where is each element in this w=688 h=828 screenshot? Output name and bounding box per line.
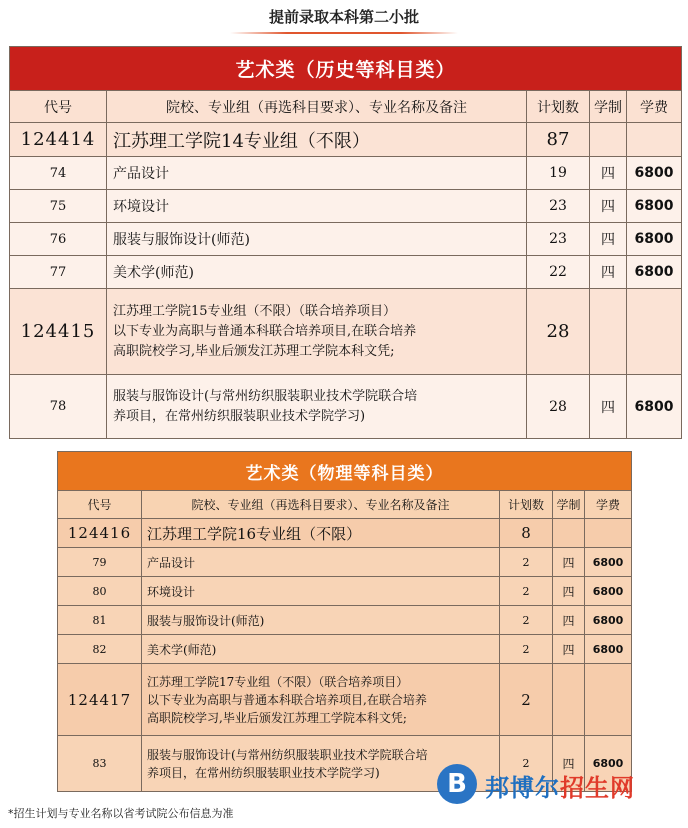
group-plan: 87 bbox=[527, 123, 590, 157]
major-plan: 2 bbox=[500, 606, 553, 635]
major-years: 四 bbox=[590, 375, 627, 439]
major-years: 四 bbox=[553, 606, 585, 635]
group-plan: 2 bbox=[500, 664, 553, 736]
table-banner: 艺术类（物理等科目类） bbox=[58, 452, 632, 491]
header-plan: 计划数 bbox=[500, 491, 553, 519]
major-years: 四 bbox=[590, 157, 627, 190]
table-row bbox=[10, 223, 682, 256]
physics-art-table bbox=[57, 451, 632, 792]
major-name: 美术学(师范) bbox=[107, 256, 527, 289]
table-row bbox=[10, 157, 682, 190]
major-plan: 2 bbox=[500, 577, 553, 606]
group-plan: 28 bbox=[527, 289, 590, 375]
group-line: 高职院校学习,毕业后颁发江苏理工学院本科文凭; bbox=[113, 343, 395, 359]
header-name: 院校、专业组（再选科目要求）、专业名称及备注 bbox=[142, 491, 500, 519]
group-description bbox=[142, 664, 500, 736]
major-years: 四 bbox=[553, 548, 585, 577]
logo-text-part1: 邦博尔 bbox=[485, 774, 560, 802]
major-name: 环境设计 bbox=[142, 577, 500, 606]
watermark-logo bbox=[437, 764, 677, 808]
major-plan: 22 bbox=[527, 256, 590, 289]
group-line: 以下专业为高职与普通本科联合培养项目,在联合培养 bbox=[147, 692, 427, 707]
major-name bbox=[107, 375, 527, 439]
major-code: 74 bbox=[10, 157, 107, 190]
title-underline bbox=[230, 32, 458, 34]
major-code: 81 bbox=[58, 606, 142, 635]
header-years: 学制 bbox=[590, 91, 627, 123]
major-fee: 6800 bbox=[585, 606, 632, 635]
table-row bbox=[58, 635, 632, 664]
major-fee: 6800 bbox=[585, 548, 632, 577]
header-name: 院校、专业组（再选科目要求）、专业名称及备注 bbox=[107, 91, 527, 123]
major-years: 四 bbox=[590, 190, 627, 223]
major-years: 四 bbox=[590, 256, 627, 289]
table-row bbox=[58, 606, 632, 635]
major-fee: 6800 bbox=[627, 256, 682, 289]
major-line: 服装与服饰设计(与常州纺织服装职业技术学院联合培 bbox=[147, 747, 428, 762]
group-row bbox=[58, 519, 632, 548]
major-line: 养项目，在常州纺织服装职业技术学院学习) bbox=[147, 765, 380, 780]
group-description bbox=[107, 289, 527, 375]
major-fee: 6800 bbox=[627, 375, 682, 439]
table-header-row bbox=[58, 491, 632, 519]
major-plan: 2 bbox=[500, 548, 553, 577]
table-row bbox=[10, 256, 682, 289]
major-name: 服装与服饰设计(师范) bbox=[107, 223, 527, 256]
group-name: 江苏理工学院14专业组（不限） bbox=[107, 123, 527, 157]
major-years: 四 bbox=[553, 736, 585, 792]
table-row bbox=[58, 548, 632, 577]
header-fee: 学费 bbox=[627, 91, 682, 123]
major-plan: 2 bbox=[500, 635, 553, 664]
major-fee: 6800 bbox=[585, 736, 632, 792]
major-code: 83 bbox=[58, 736, 142, 792]
major-plan: 2 bbox=[500, 736, 553, 792]
table-header-row bbox=[10, 91, 682, 123]
major-code: 76 bbox=[10, 223, 107, 256]
group-line: 江苏理工学院17专业组（不限）（联合培养项目） bbox=[147, 674, 409, 689]
major-code: 75 bbox=[10, 190, 107, 223]
major-fee: 6800 bbox=[585, 635, 632, 664]
group-name: 江苏理工学院16专业组（不限） bbox=[142, 519, 500, 548]
major-code: 80 bbox=[58, 577, 142, 606]
major-years: 四 bbox=[590, 223, 627, 256]
major-name: 美术学(师范) bbox=[142, 635, 500, 664]
major-name: 环境设计 bbox=[107, 190, 527, 223]
major-code: 77 bbox=[10, 256, 107, 289]
major-code: 78 bbox=[10, 375, 107, 439]
major-code: 79 bbox=[58, 548, 142, 577]
header-plan: 计划数 bbox=[527, 91, 590, 123]
group-row bbox=[10, 123, 682, 157]
major-code: 82 bbox=[58, 635, 142, 664]
major-fee: 6800 bbox=[627, 190, 682, 223]
logo-text-part2: 招生网 bbox=[560, 774, 635, 802]
header-code: 代号 bbox=[10, 91, 107, 123]
major-line: 养项目，在常州纺织服装职业技术学院学习) bbox=[113, 408, 366, 424]
group-code: 124416 bbox=[58, 519, 142, 548]
group-plan: 8 bbox=[500, 519, 553, 548]
group-row bbox=[10, 289, 682, 375]
major-name: 服装与服饰设计(师范) bbox=[142, 606, 500, 635]
major-fee: 6800 bbox=[627, 157, 682, 190]
major-plan: 23 bbox=[527, 190, 590, 223]
group-row bbox=[58, 664, 632, 736]
major-years: 四 bbox=[553, 635, 585, 664]
header-code: 代号 bbox=[58, 491, 142, 519]
header-years: 学制 bbox=[553, 491, 585, 519]
group-line: 江苏理工学院15专业组（不限）（联合培养项目） bbox=[113, 303, 397, 319]
group-code: 124414 bbox=[10, 123, 107, 157]
major-years: 四 bbox=[553, 577, 585, 606]
logo-icon: B bbox=[437, 764, 477, 804]
group-code: 124417 bbox=[58, 664, 142, 736]
table-banner: 艺术类（历史等科目类） bbox=[10, 47, 682, 91]
table-row bbox=[10, 375, 682, 439]
major-fee: 6800 bbox=[627, 223, 682, 256]
header-fee: 学费 bbox=[585, 491, 632, 519]
group-line: 高职院校学习,毕业后颁发江苏理工学院本科文凭; bbox=[147, 710, 407, 725]
footnote: *招生计划与专业名称以省考试院公布信息为准 bbox=[8, 807, 234, 820]
major-plan: 28 bbox=[527, 375, 590, 439]
table-row bbox=[10, 190, 682, 223]
group-code: 124415 bbox=[10, 289, 107, 375]
table-row bbox=[58, 577, 632, 606]
major-name: 产品设计 bbox=[142, 548, 500, 577]
page-title: 提前录取本科第二小批 bbox=[268, 8, 419, 26]
major-fee: 6800 bbox=[585, 577, 632, 606]
major-name: 产品设计 bbox=[107, 157, 527, 190]
history-art-table bbox=[9, 46, 682, 439]
logo-text bbox=[485, 768, 635, 803]
major-plan: 23 bbox=[527, 223, 590, 256]
major-plan: 19 bbox=[527, 157, 590, 190]
major-line: 服装与服饰设计(与常州纺织服装职业技术学院联合培 bbox=[113, 388, 418, 404]
group-line: 以下专业为高职与普通本科联合培养项目,在联合培养 bbox=[113, 323, 417, 339]
